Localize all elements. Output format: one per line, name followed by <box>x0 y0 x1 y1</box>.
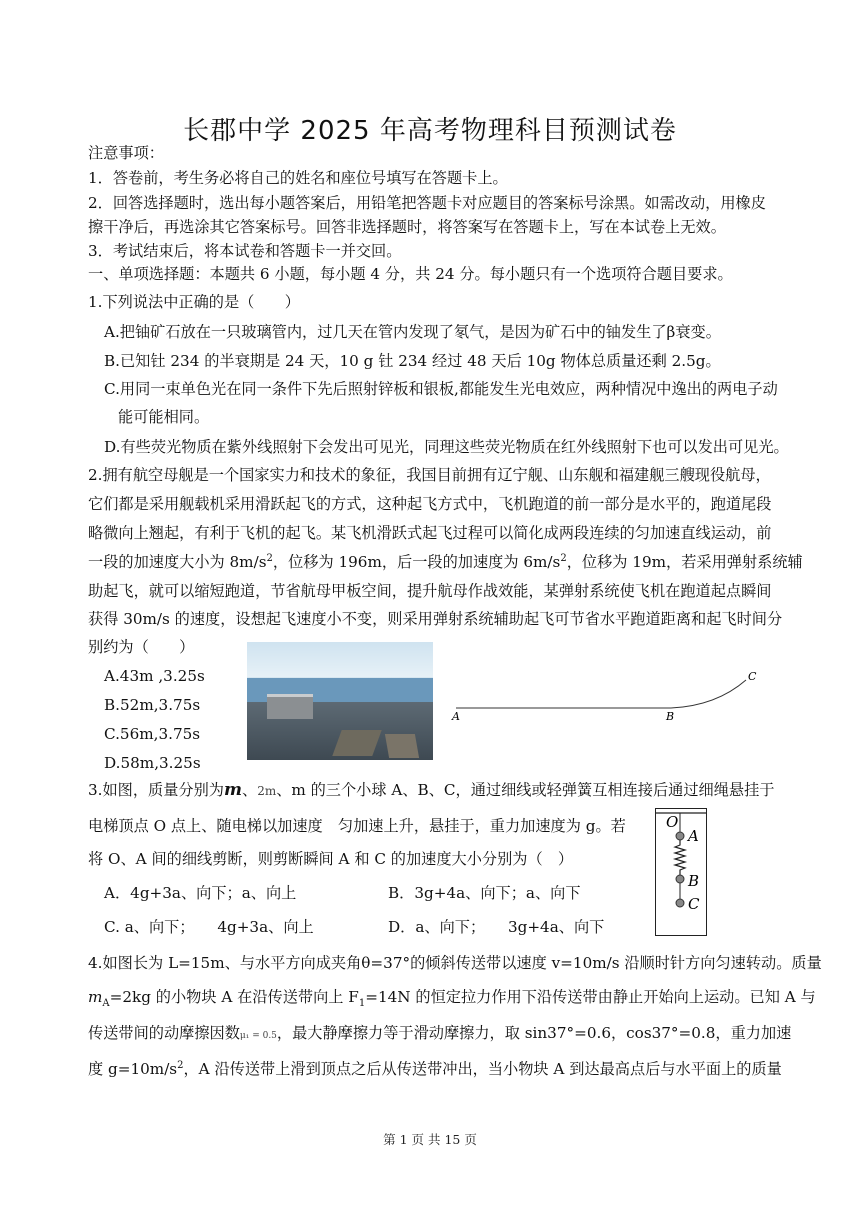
label-a: A <box>688 827 699 845</box>
q2-line-4-c: ，位移为 19m，若采用弹射系统辅 <box>566 553 803 571</box>
notice-item-1: 1．答卷前，考生务必将自己的姓名和座位号填写在答题卡上。 <box>88 169 508 187</box>
notice-item-3: 3．考试结束后，将本试卷和答题卡一并交回。 <box>88 242 402 260</box>
q2-line-1: 2.拥有航空母舰是一个国家实力和技术的象征，我国目前拥有辽宁舰、山东舰和福建舰三艘现役航母， <box>88 466 771 484</box>
q3-mass-2m: 2m <box>257 784 277 798</box>
q2-sup-1: 2 <box>266 552 273 564</box>
q2-line-6: 获得 30m/s 的速度，设想起飞速度小不变，则采用弹射系统辅助起飞可节省水平跑道距离和起飞时间分 <box>88 610 783 628</box>
ball-c <box>676 899 684 907</box>
q2-option-d: D.58m,3.25s <box>104 754 201 772</box>
q4-line-3 <box>88 1022 791 1047</box>
q3-line-1 <box>88 779 774 802</box>
q2-line-5: 助起飞，就可以缩短跑道，节省航母甲板空间，提升航母作战效能，某弹射系统使飞机在跑道起点瞬间 <box>88 582 772 600</box>
q2-line-4-b: ，位移为 196m，后一段的加速度为 6m/s <box>272 553 561 571</box>
q3-line-1-b: 、m 的三个小球 A、B、C，通过细线或轻弹簧互相连接后通过细绳悬挂于 <box>276 781 775 799</box>
section-heading: 一、单项选择题：本题共 6 小题，每小题 4 分，共 24 分。每小题只有一个选项符合题目要求。 <box>88 265 733 283</box>
q3-option-b: B．3g+4a、向下；a、向下 <box>388 884 581 902</box>
notice-heading: 注意事项： <box>88 144 164 162</box>
label-c: C <box>688 895 700 913</box>
q3-option-d: D．a、向下； 3g+4a、向下 <box>388 918 605 936</box>
q3-line-1-a: 3.如图，质量分别为 <box>88 781 224 799</box>
q4-line-4 <box>88 1058 782 1080</box>
q4-line-3-a: 传送带间的动摩擦因数 <box>88 1024 240 1042</box>
q1-stem: 1.下列说法中正确的是（ ） <box>88 293 300 311</box>
q1-option-c: C.用同一束单色光在同一条件下先后照射锌板和银板,都能发生光电效应，两种情况中逸出的两电子动 <box>104 380 778 398</box>
q3-option-a: A．4g+3a、向下；a、向上 <box>104 884 297 902</box>
q4-sub-1: 1 <box>358 998 366 1010</box>
q4-sup-2: 2 <box>177 1059 184 1071</box>
runway-label-a: A <box>452 710 460 723</box>
runway-label-b: B <box>666 710 675 723</box>
page-number: 第 1 页 共 15 页 <box>383 1132 477 1147</box>
q3-line-2: 电梯顶点 O 点上、随电梯以加速度 匀加速上升，悬挂于，重力加速度为 g。若 <box>88 817 626 835</box>
q4-sub-a: A <box>102 998 110 1010</box>
q4-line-2 <box>88 986 816 1008</box>
q2-line-7: 别约为（ ） <box>88 638 195 656</box>
q4-line-4-a: 度 g=10m/s <box>88 1060 178 1078</box>
q2-option-c: C.56m,3.75s <box>104 725 201 743</box>
runway-ramp-curve <box>671 680 746 708</box>
q2-option-b: B.52m,3.75s <box>104 696 201 714</box>
exam-title: 长郡中学 2025 年高考物理科目预测试卷 <box>183 116 677 146</box>
q3-line-3: 将 O、A 间的细线剪断，则剪断瞬间 A 和 C 的加速度大小分别为（ ） <box>88 850 574 868</box>
q1-option-c-cont: 能可能相同。 <box>118 408 210 426</box>
q2-line-4-a: 一段的加速度大小为 8m/s <box>88 553 267 571</box>
spring-diagram <box>655 808 707 936</box>
q3-mass-m: m <box>224 780 242 800</box>
q4-line-2-c: =14N 的恒定拉力作用下沿传送带由静止开始向上运动。已知 A 与 <box>365 988 816 1006</box>
q2-line-2: 它们都是采用舰载机采用滑跃起飞的方式，这种起飞方式中，飞机跑道的前一部分是水平的，跑道尾段 <box>88 495 772 513</box>
runway-diagram <box>446 666 776 726</box>
aircraft-carrier-photo <box>247 642 433 760</box>
q4-mu-image: μ₁ = 0.5 <box>239 1031 277 1041</box>
q4-line-1: 4.如图长为 L=15m、与水平方向成夹角θ=37°的倾斜传送带以速度 v=10m/s 沿顺时针方向匀速转动。质量 <box>88 954 822 972</box>
spring-diagram-svg <box>656 809 706 935</box>
q2-option-a: A.43m ,3.25s <box>104 667 205 685</box>
q1-option-a: A.把铀矿石放在一只玻璃管内，过几天在管内发现了氡气，是因为矿石中的铀发生了β衰变。 <box>104 323 721 341</box>
q2-line-4 <box>88 551 803 573</box>
spring-coil <box>675 840 685 875</box>
notice-item-2-cont: 擦干净后，再选涂其它答案标号。回答非选择题时，将答案写在答题卡上，写在本试卷上无效。 <box>88 218 726 236</box>
q1-option-d: D.有些荧光物质在紫外线照射下会发出可见光，同理这些荧光物质在红外线照射下也可以发出可见光。 <box>104 438 789 456</box>
q2-line-3: 略微向上翘起，有利于飞机的起飞。某飞机滑跃式起飞过程可以简化成两段连续的匀加速直线运动，前 <box>88 524 772 542</box>
label-o: O <box>666 813 679 831</box>
runway-label-c: C <box>748 670 757 683</box>
q4-line-2-b: =2kg 的小物块 A 在沿传送带向上 F <box>109 988 359 1006</box>
q3-sep-1: 、 <box>242 781 258 799</box>
ball-a <box>676 832 684 840</box>
island-shape <box>267 694 313 719</box>
notice-item-2: 2．回答选择题时，选出每小题答案后，用铅笔把答题卡对应题目的答案标号涂黑。如需改动，用橡皮 <box>88 194 766 212</box>
q4-line-2-a: m <box>88 988 103 1006</box>
blast-deflector-shape-2 <box>385 734 419 758</box>
label-b: B <box>688 872 700 890</box>
q2-sup-2: 2 <box>560 552 567 564</box>
q3-option-c: C. a、向下； 4g+3a、向上 <box>104 918 314 936</box>
ball-b <box>676 875 684 883</box>
q4-line-4-b: ，A 沿传送带上滑到顶点之后从传送带冲出，当小物块 A 到达最高点后与水平面上的质量 <box>183 1060 782 1078</box>
q4-line-3-b: ，最大静摩擦力等于滑动摩擦力，取 sin37°=0.6，cos37°=0.8，重力加速 <box>276 1024 792 1042</box>
q1-option-b: B.已知钍 234 的半衰期是 24 天，10 g 钍 234 经过 48 天后 10g 物体总质量还剩 2.5g。 <box>104 352 721 370</box>
